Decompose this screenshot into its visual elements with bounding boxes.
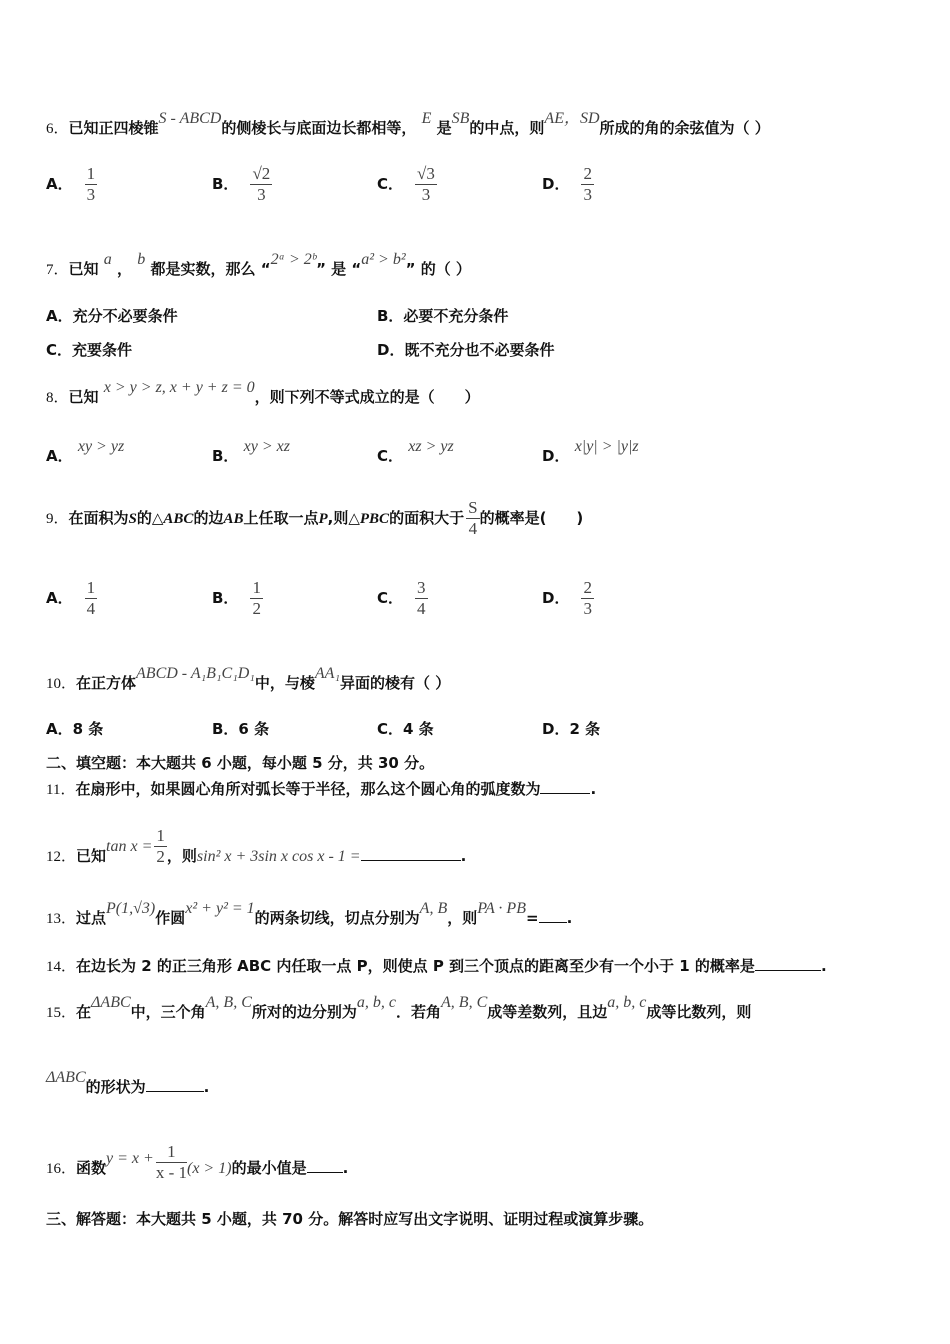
question-13: 13．过点P(1,√3)作圆x² + y² = 1的两条切线，切点分别为A, B，则PA · PB= . bbox=[46, 900, 573, 927]
answer-blank[interactable] bbox=[146, 1077, 204, 1092]
q8-option-b: B． xy > xz bbox=[212, 438, 290, 465]
q10-option-a: A．8 条 bbox=[46, 720, 104, 738]
answer-blank[interactable] bbox=[540, 779, 590, 794]
q7-option-d: D．既不充分也不必要条件 bbox=[377, 341, 555, 359]
q9-option-b: B． $\frac{1}{2}$ bbox=[212, 578, 261, 618]
answer-blank[interactable] bbox=[307, 1158, 343, 1173]
question-8: 8．已知 x > y > z, x + y + z = 0，则下列不等式成立的是（ ） bbox=[46, 379, 480, 406]
question-16: 16．函数y = x + $\frac{1}{x - 1}$ (x > 1)的最小值是 . bbox=[46, 1142, 349, 1182]
question-14: 14．在边长为 2 的正三角形 ABC 内任取一点 P，则使点 P 到三个顶点的距离至少有一个小于 1 的概率是 . bbox=[46, 957, 827, 975]
q9-option-d: D． $\frac{2}{3}$ bbox=[542, 578, 592, 618]
question-6: 6．已知正四棱锥S - ABCD的侧棱长与底面边长都相等， E 是SB的中点，则AE，SD所成的角的余弦值为（ ） bbox=[46, 110, 770, 137]
question-10: 10．在正方体ABCD - A₁B₁C₁D₁中，与棱AA₁异面的棱有（ ） bbox=[46, 665, 451, 692]
section-2-heading: 二、填空题：本大题共 6 小题，每小题 5 分，共 30 分。 bbox=[46, 754, 435, 772]
question-15: 15．在ΔABC中，三个角A, B, C所对的边分别为a, b, c．若角A, B, C成等差数列，且边a, b, c成等比数列，则 bbox=[46, 994, 752, 1021]
question-7: 7．已知 a ， b 都是实数，那么 “2ᵃ > 2ᵇ” 是 “a² > b²” 的（ ） bbox=[46, 251, 471, 278]
q8-option-a: A． xy > yz bbox=[46, 438, 125, 465]
section-3-heading: 三、解答题：本大题共 5 小题，共 70 分。解答时应写出文字说明、证明过程或演算步骤。 bbox=[46, 1210, 654, 1228]
question-12: 12．已知tan x = $\frac{1}{2}$ ，则sin² x + 3sin x cos x - 1 = . bbox=[46, 826, 467, 866]
answer-blank[interactable] bbox=[361, 846, 461, 861]
q9-option-a: A． $\frac{1}{4}$ bbox=[46, 578, 96, 618]
q9-option-c: C． $\frac{3}{4}$ bbox=[377, 578, 426, 618]
q8-option-d: D． x|y| > |y|z bbox=[542, 438, 639, 465]
q6-option-a: A． $\frac{1}{3}$ bbox=[46, 164, 96, 204]
q7-option-a: A．充分不必要条件 bbox=[46, 307, 178, 325]
answer-blank[interactable] bbox=[755, 956, 821, 971]
question-9: 9．在面积为S的△ABC的边AB上任取一点P,则△PBC的面积大于 $\frac{S}{4}$ 的概率是( ) bbox=[46, 498, 584, 538]
q6-option-b: B． $\frac{√2}{3}$ bbox=[212, 164, 271, 204]
q7-option-c: C．充要条件 bbox=[46, 341, 133, 359]
q6-option-c: C． $\frac{√3}{3}$ bbox=[377, 164, 435, 204]
q6-option-d: D． $\frac{2}{3}$ bbox=[542, 164, 592, 204]
q10-option-b: B．6 条 bbox=[212, 720, 270, 738]
q7-option-b: B．必要不充分条件 bbox=[377, 307, 509, 325]
answer-blank[interactable] bbox=[539, 908, 567, 923]
q10-option-d: D．2 条 bbox=[542, 720, 601, 738]
question-15-cont: ΔABC的形状为 . bbox=[46, 1069, 210, 1096]
question-11: 11．在扇形中，如果圆心角所对弧长等于半径，那么这个圆心角的弧度数为 . bbox=[46, 780, 597, 798]
q8-option-c: C． xz > yz bbox=[377, 438, 454, 465]
q10-option-c: C．4 条 bbox=[377, 720, 434, 738]
